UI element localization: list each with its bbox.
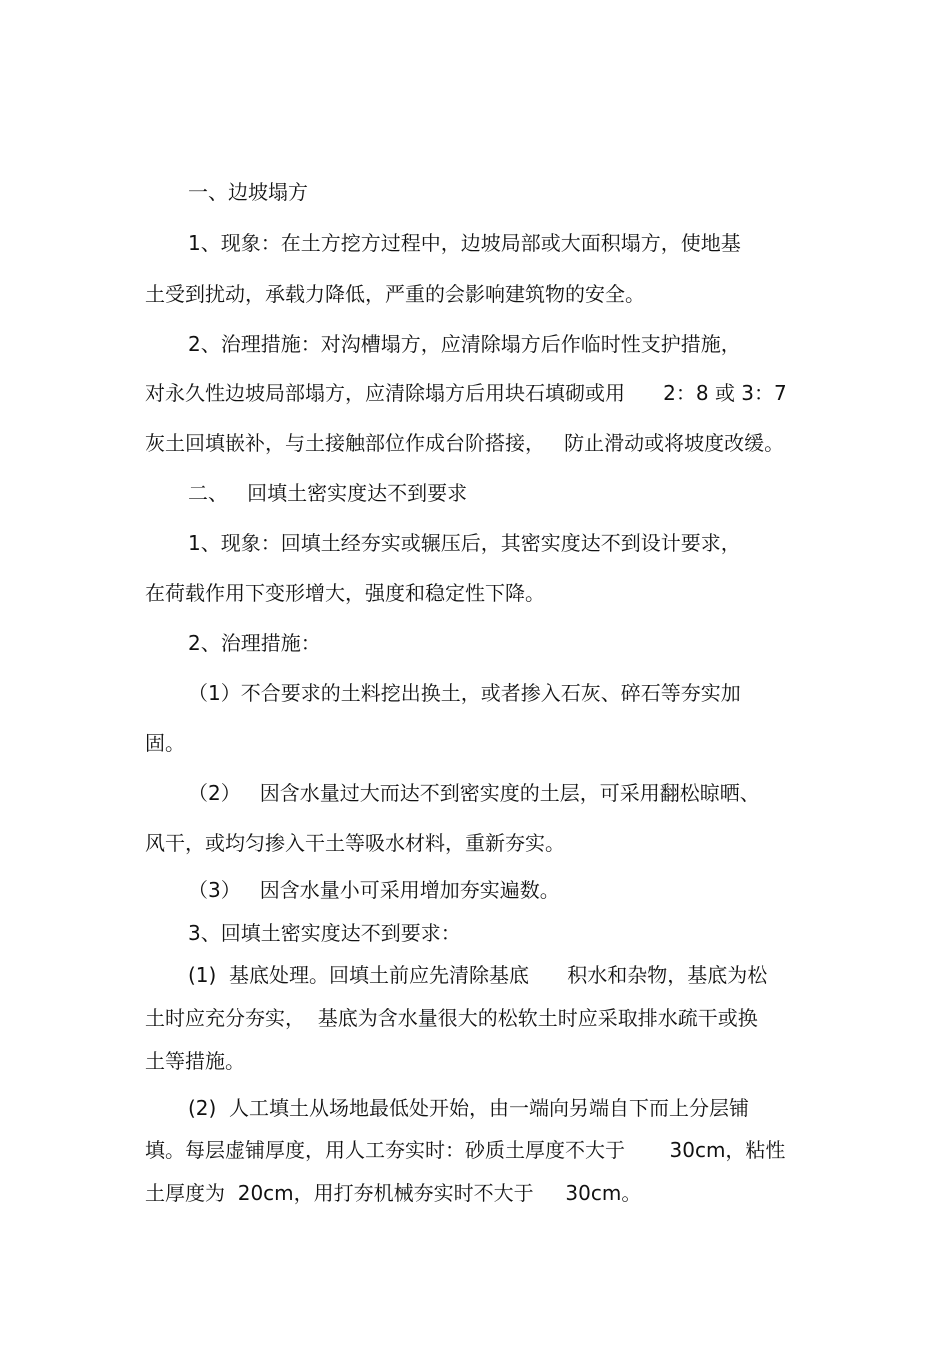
paragraph-line: 2、治理措施：对沟槽塌方，应清除塌方后作临时性支护措施， — [188, 332, 741, 356]
paragraph-line: 土等措施。 — [145, 1049, 245, 1073]
paragraph-line: 填。每层虚铺厚度，用人工夯实时：砂质土厚度不大于 30cm，粘性 — [145, 1138, 786, 1162]
paragraph-line: （3） 因含水量小可采用增加夯实遍数。 — [188, 878, 560, 902]
section-heading-1: 一、边坡塌方 — [188, 180, 308, 204]
paragraph-line: 对永久性边坡局部塌方，应清除塌方后用块石填砌或用 2：8 或 3：7 — [145, 381, 787, 405]
section-heading-2: 二、 回填土密实度达不到要求 — [188, 481, 468, 505]
paragraph-line: 土受到扰动，承载力降低，严重的会影响建筑物的安全。 — [145, 282, 645, 306]
paragraph-line: 在荷载作用下变形增大，强度和稳定性下降。 — [145, 581, 545, 605]
paragraph-line: 1、现象：回填土经夯实或辗压后，其密实度达不到设计要求， — [188, 531, 741, 555]
paragraph-line: 灰土回填嵌补，与土接触部位作成台阶搭接， 防止滑动或将坡度改缓。 — [145, 431, 785, 455]
paragraph-line: （2） 因含水量过大而达不到密实度的土层，可采用翻松晾晒、 — [188, 781, 760, 805]
paragraph-line: 土厚度为 20cm，用打夯机械夯实时不大于 30cm。 — [145, 1181, 642, 1205]
paragraph-line: 1、现象：在土方挖方过程中，边坡局部或大面积塌方，使地基 — [188, 231, 741, 255]
paragraph-line: 土时应充分夯实， 基底为含水量很大的松软土时应采取排水疏干或换 — [145, 1006, 758, 1030]
paragraph-line: (2) 人工填土从场地最低处开始，由一端向另端自下而上分层铺 — [188, 1096, 750, 1120]
paragraph-line: 风干，或均匀掺入干土等吸水材料，重新夯实。 — [145, 831, 565, 855]
paragraph-line: 2、治理措施： — [188, 631, 321, 655]
paragraph-line: 3、回填土密实度达不到要求： — [188, 921, 461, 945]
paragraph-line: （1）不合要求的土料挖出换土，或者掺入石灰、碎石等夯实加 — [188, 681, 741, 705]
paragraph-line: (1) 基底处理。回填土前应先清除基底 积水和杂物，基底为松 — [188, 963, 768, 987]
paragraph-line: 固。 — [145, 731, 185, 755]
